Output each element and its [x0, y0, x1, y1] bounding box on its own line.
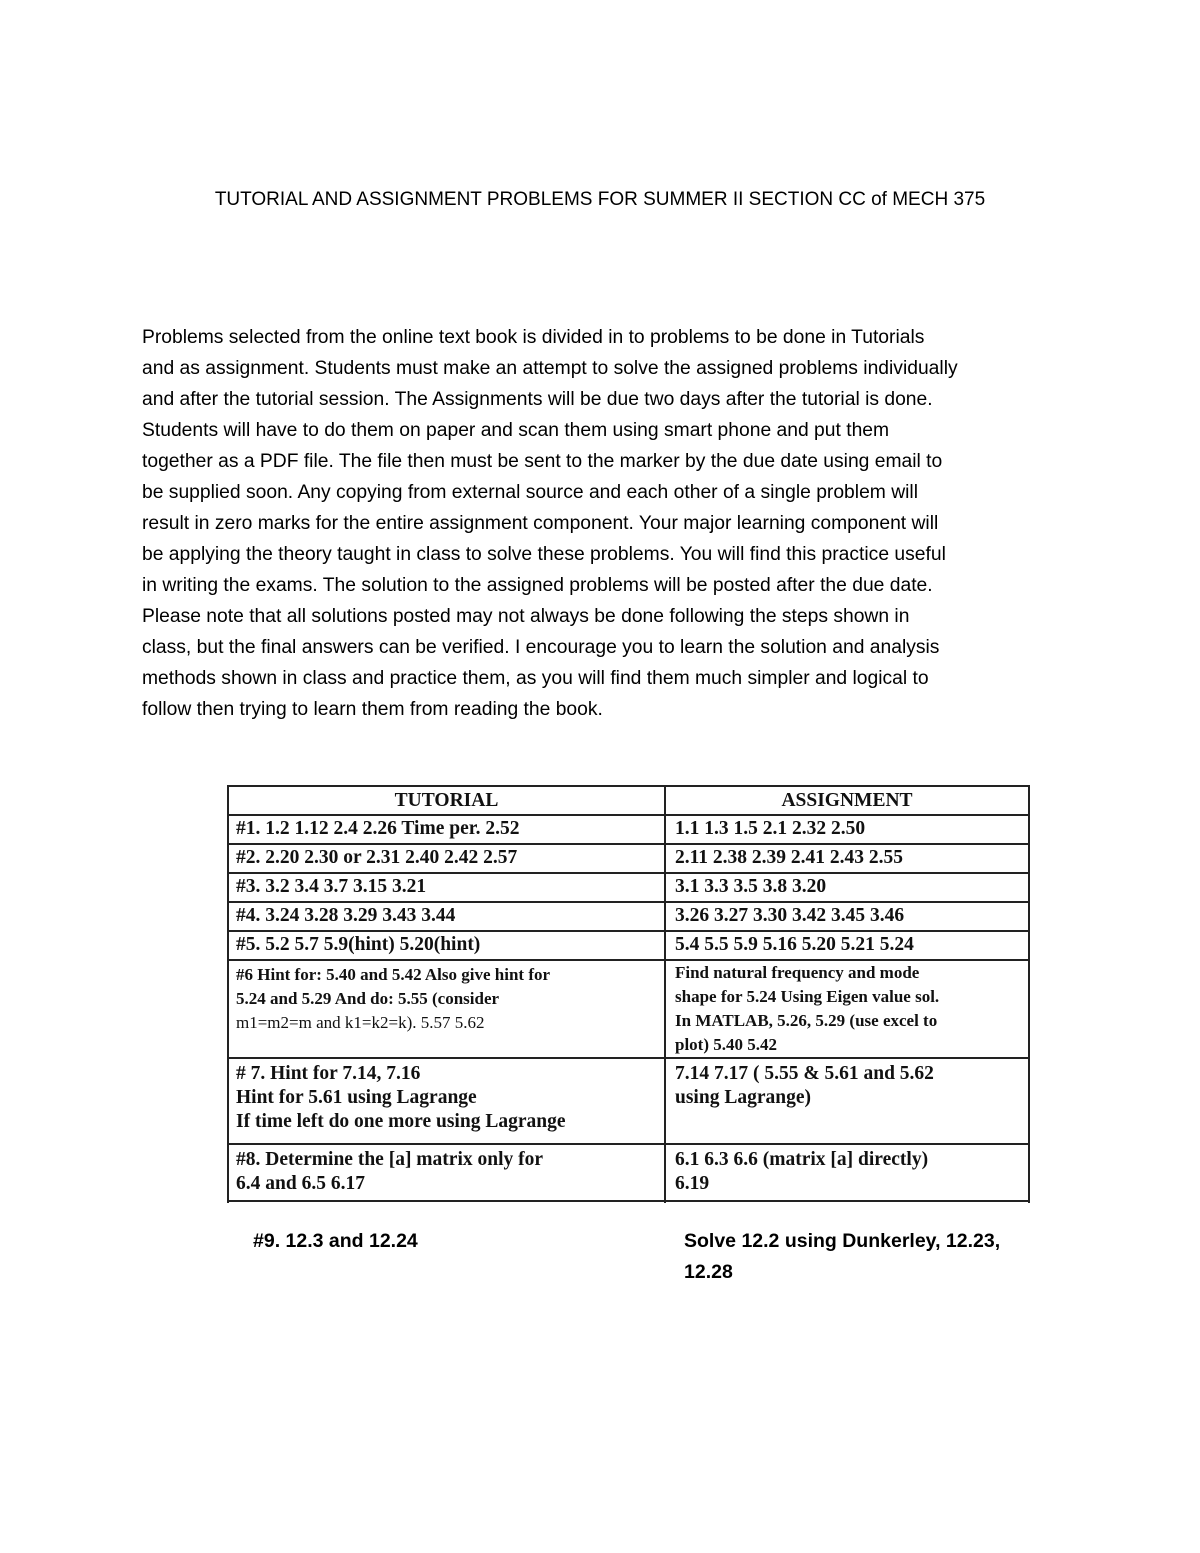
assignment-cell: 3.26 3.27 3.30 3.42 3.45 3.46 — [675, 905, 905, 926]
assignment-9-line: Solve 12.2 using Dunkerley, 12.23, — [684, 1230, 1001, 1252]
tutorial-cell — [236, 1062, 664, 1134]
table-rule — [227, 1057, 1030, 1059]
tutorial-cell: #3. 3.2 3.4 3.7 3.15 3.21 — [236, 876, 427, 897]
assignment-cell-line: 6.1 6.3 6.6 (matrix [a] directly) — [675, 1149, 929, 1170]
table-rule — [664, 785, 666, 1203]
tutorial-9: #9. 12.3 and 12.24 — [253, 1230, 418, 1252]
tutorial-cell-line: m1=m2=m and k1=k2=k). 5.57 5.62 — [236, 1013, 485, 1032]
assignment-cell: 5.4 5.5 5.9 5.16 5.20 5.21 5.24 — [675, 934, 914, 955]
paragraph-line: Students will have to do them on paper and scan them using smart phone and put them — [142, 420, 890, 441]
paragraph-line: and after the tutorial session. The Assignments will be due two days after the tutorial is done. — [142, 389, 933, 410]
paragraph-line: methods shown in class and practice them, as you will find them much simpler and logical to — [142, 668, 929, 689]
tutorial-cell-line: # 7. Hint for 7.14, 7.16 — [236, 1063, 421, 1084]
tutorial-cell-line: 6.4 and 6.5 6.17 — [236, 1173, 365, 1194]
paragraph-line: follow then trying to learn them from reading the book. — [142, 699, 603, 720]
table-rule — [227, 930, 1030, 932]
table-rule — [227, 785, 1030, 787]
assignment-9 — [684, 1226, 1000, 1288]
table-rule — [227, 785, 229, 1203]
tutorial-cell — [236, 1148, 662, 1196]
assignment-cell — [675, 961, 1025, 1057]
tutorial-cell: #4. 3.24 3.28 3.29 3.43 3.44 — [236, 905, 456, 926]
assignment-cell-line: plot) 5.40 5.42 — [675, 1035, 777, 1054]
assignment-cell-line: 7.14 7.17 ( 5.55 & 5.61 and 5.62 — [675, 1063, 934, 1084]
paragraph-line: result in zero marks for the entire assignment component. Your major learning component will — [142, 513, 939, 534]
table-rule — [227, 814, 1030, 816]
assignment-cell-line: In MATLAB, 5.26, 5.29 (use excel to — [675, 1011, 938, 1030]
assignment-cell: 3.1 3.3 3.5 3.8 3.20 — [675, 876, 827, 897]
assignment-cell: 2.11 2.38 2.39 2.41 2.43 2.55 — [675, 847, 904, 868]
table-rule — [227, 901, 1030, 903]
table-rule — [227, 1143, 1030, 1145]
paragraph-line: Problems selected from the online text book is divided in to problems to be done in Tutorials — [142, 327, 925, 348]
paragraph-line: class, but the final answers can be verified. I encourage you to learn the solution and analysis — [142, 637, 940, 658]
assignment-cell — [675, 1062, 1025, 1110]
paragraph-line: be supplied soon. Any copying from external source and each other of a single problem will — [142, 482, 918, 503]
tutorial-cell: #1. 1.2 1.12 2.4 2.26 Time per. 2.52 — [236, 818, 520, 839]
document-title: TUTORIAL AND ASSIGNMENT PROBLEMS FOR SUMMER II SECTION CC of MECH 375 — [214, 189, 986, 210]
tutorial-cell-line: If time left do one more using Lagrange — [236, 1111, 566, 1132]
table-rule — [227, 1200, 1030, 1202]
tutorial-cell-line: #6 Hint for: 5.40 and 5.42 Also give hint for — [236, 965, 551, 984]
table-rule — [227, 843, 1030, 845]
assignment-9-line: 12.28 — [684, 1261, 733, 1283]
assignment-cell-line: using Lagrange) — [675, 1087, 811, 1108]
tutorial-cell: #5. 5.2 5.7 5.9(hint) 5.20(hint) — [236, 934, 481, 955]
tutorial-cell-line: 5.24 and 5.29 And do: 5.55 (consider — [236, 989, 500, 1008]
table-rule — [1028, 785, 1030, 1203]
assignment-cell-line: Find natural frequency and mode — [675, 963, 920, 982]
paragraph-line: and as assignment. Students must make an attempt to solve the assigned problems individually — [142, 358, 958, 379]
assignment-cell — [675, 1148, 1025, 1196]
problems-table — [227, 785, 1030, 1203]
tutorial-cell: #2. 2.20 2.30 or 2.31 2.40 2.42 2.57 — [236, 847, 518, 868]
table-header-assignment: ASSIGNMENT — [781, 790, 913, 811]
table-rule — [227, 872, 1030, 874]
assignment-cell: 1.1 1.3 1.5 2.1 2.32 2.50 — [675, 818, 866, 839]
paragraph-line: Please note that all solutions posted may not always be done following the steps shown in — [142, 606, 910, 627]
tutorial-cell — [236, 963, 662, 1035]
table-header-tutorial: TUTORIAL — [394, 790, 499, 811]
paragraph-line: be applying the theory taught in class to solve these problems. You will find this practice useful — [142, 544, 946, 565]
paragraph-line: together as a PDF file. The file then must be sent to the marker by the due date using email to — [142, 451, 943, 472]
assignment-cell-line: shape for 5.24 Using Eigen value sol. — [675, 987, 940, 1006]
tutorial-cell-line: Hint for 5.61 using Lagrange — [236, 1087, 477, 1108]
instructions-paragraph — [142, 322, 1062, 725]
tutorial-cell-line: #8. Determine the [a] matrix only for — [236, 1149, 544, 1170]
paragraph-line: in writing the exams. The solution to the assigned problems will be posted after the due date. — [142, 575, 933, 596]
assignment-cell-line: 6.19 — [675, 1173, 710, 1194]
